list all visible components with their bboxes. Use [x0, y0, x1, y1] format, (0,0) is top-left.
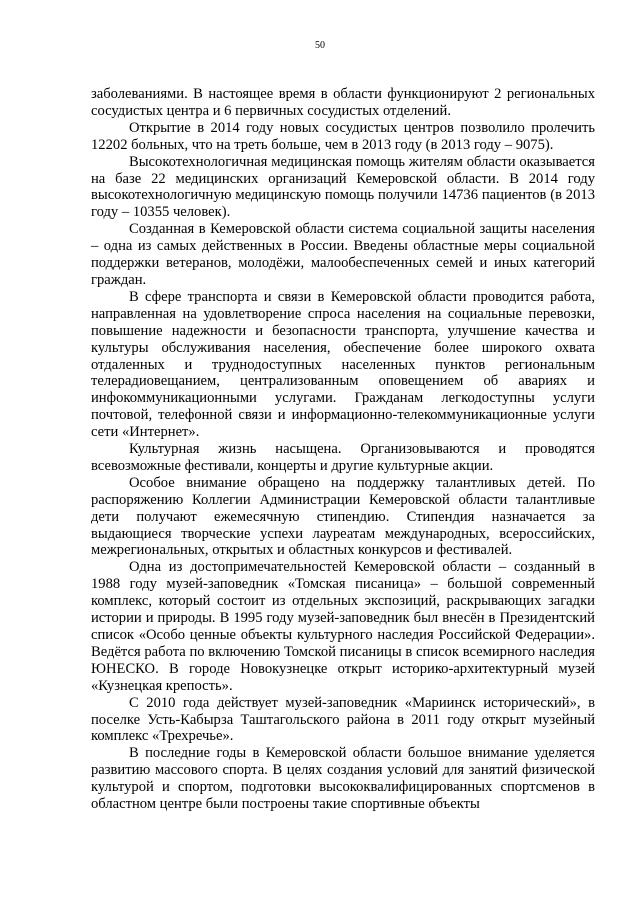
paragraph-museums-2010: С 2010 года действует музей-заповедник «Мариинск исторический», в поселке Усть-Кабырза Таштагольского района в 2011 году открыт музейный комплекс «Трехречье».: [91, 694, 595, 745]
body-text: [91, 86, 595, 813]
paragraph-vascular-centers-continued: заболеваниями. В настоящее время в области функционируют 2 региональных сосудистых центра и 6 первичных сосудистых отделений.: [91, 86, 595, 119]
paragraph-social-protection: Созданная в Кемеровской области система социальной защиты населения – одна из самых действенных в России. Введены областные меры социальной поддержки ветеранов, молодёжи, малообеспеченных семей и иных категорий граждан.: [91, 221, 595, 288]
paragraph-tomskaya-pisanitsa: Одна из достопримечательностей Кемеровской области – созданный в 1988 году музей-заповедник «Томская писаница» – большой современный комплекс, который состоит из отдельных экспозиций, раскрывающих загадки истории и природы. В 1995 году музей-заповедник был внесён в Президентский список «Особо ценные объекты культурного наследия Российской Федерации». Ведётся работа по включению Томской писаницы в список всемирного наследия ЮНЕСКО. В городе Новокузнецке открыт историко-архитектурный музей «Кузнецкая крепость».: [91, 559, 595, 694]
paragraph-transport-communications: В сфере транспорта и связи в Кемеровской области проводится работа, направленная на удовлетворение спроса населения на социальные перевозки, повышение надежности и безопасности транспорта, улучшение качества и культуры обслуживания населения, обеспечение более широкого охвата отдаленных и труднодоступных населенных пунктов региональным телерадиовещанием, централизованным оповещением об авариях и инфокоммуникационными услугами. Гражданам легкодоступны услуги почтовой, телефонной связи и информационно-телекоммуникационные услуги сети «Интернет».: [91, 288, 595, 441]
paragraph-cultural-life: Культурная жизнь насыщена. Организовываются и проводятся всевозможные фестивали, концерты и другие культурные акции.: [91, 441, 595, 474]
paragraph-vascular-centers-2014: Открытие в 2014 году новых сосудистых центров позволило пролечить 12202 больных, что на треть больше, чем в 2013 году (в 2013 году – 9075).: [91, 119, 595, 153]
paragraph-high-tech-medical-care: Высокотехнологичная медицинская помощь жителям области оказывается на базе 22 медицинских организаций Кемеровской области. В 2014 году высокотехнологичную медицинскую помощь получили 14736 пациентов (в 2013 году – 10355 человек).: [91, 153, 595, 221]
paragraph-talented-children: Особое внимание обращено на поддержку талантливых детей. По распоряжению Коллегии Администрации Кемеровской области талантливые дети получают ежемесячную стипендию. Стипендия назначается за выдающиеся творческие успехи лауреатам международных, всероссийских, межрегиональных, открытых и областных конкурсов и фестивалей.: [91, 474, 595, 559]
page-number: 50: [315, 40, 325, 51]
paragraph-mass-sport: В последние годы в Кемеровской области большое внимание уделяется развитию массового спорта. В целях создания условий для занятий физической культурой и спортом, подготовки высококвалифицированных спортсменов в областном центре были построены такие спортивные объекты: [91, 745, 595, 813]
